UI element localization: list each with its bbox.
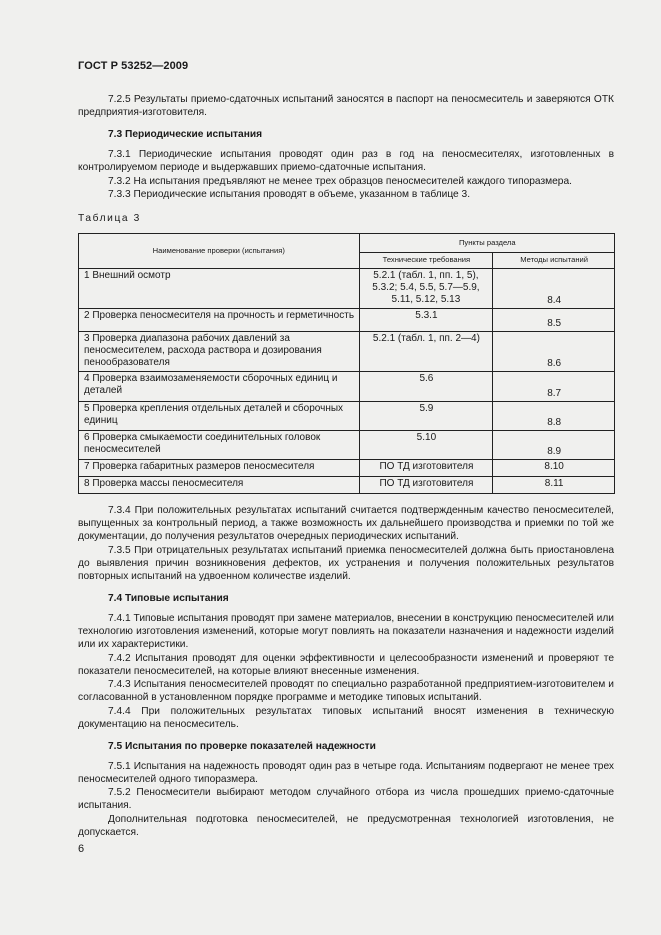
row-tech: 5.2.1 (табл. 1, пп. 1, 5), 5.3.2; 5.4, 5.5, 5.7—5.9, 5.11, 5.12, 5.13 bbox=[359, 269, 493, 309]
page-number: 6 bbox=[78, 843, 85, 855]
section-heading-7-4: 7.4 Типовые испытания bbox=[108, 593, 229, 604]
row-tech: 5.2.1 (табл. 1, пп. 2—4) bbox=[359, 332, 493, 372]
paragraph-7-4-1: 7.4.1 Типовые испытания проводят при замене материалов, внесении в конструкцию пеносмесителей или технологию изготовления изменений, которые могут повлиять на показатели назначения и надежности изделий или их характеристики. bbox=[78, 613, 614, 651]
row-method: 8.9 bbox=[493, 431, 615, 460]
row-name: 1 Внешний осмотр bbox=[79, 269, 360, 309]
table-row bbox=[79, 309, 615, 332]
row-tech: 5.9 bbox=[359, 402, 493, 431]
row-tech: 5.10 bbox=[359, 431, 493, 460]
table-row bbox=[79, 402, 615, 431]
row-method: 8.4 bbox=[493, 269, 615, 309]
row-method: 8.11 bbox=[493, 477, 615, 494]
paragraph-7-4-4: 7.4.4 При положительных результатах типовых испытаний вносят изменения в техническую документацию на пеносмеситель. bbox=[78, 706, 614, 731]
row-method: 8.5 bbox=[493, 309, 615, 332]
row-tech: ПО ТД изготовителя bbox=[359, 460, 493, 477]
row-tech: ПО ТД изготовителя bbox=[359, 477, 493, 494]
table-header-test-methods: Методы испытаний bbox=[493, 253, 615, 269]
row-name: 3 Проверка диапазона рабочих давлений за пеносмесителем, расхода раствора и дозирования пенообразователя bbox=[79, 332, 360, 372]
row-name: 5 Проверка крепления отдельных деталей и сборочных единиц bbox=[79, 402, 360, 431]
table-row bbox=[79, 332, 615, 372]
table-caption: Таблица 3 bbox=[78, 213, 141, 224]
row-name: 6 Проверка смыкаемости соединительных головок пеносмесителей bbox=[79, 431, 360, 460]
paragraph-additional-prep: Дополнительная подготовка пеносмесителей, не предусмотренная технологией изготовления, не допускается. bbox=[78, 814, 614, 839]
row-name: 4 Проверка взаимозаменяемости сборочных единиц и деталей bbox=[79, 372, 360, 402]
table-header-check-name: Наименование проверки (испытания) bbox=[79, 234, 360, 269]
table-3 bbox=[78, 233, 615, 494]
row-method: 8.10 bbox=[493, 460, 615, 477]
section-heading-7-5: 7.5 Испытания по проверке показателей надежности bbox=[108, 741, 376, 752]
row-name: 8 Проверка массы пеносмесителя bbox=[79, 477, 360, 494]
table-row bbox=[79, 477, 615, 494]
paragraph-7-4-3: 7.4.3 Испытания пеносмесителей проводят по специально разработанной предприятием-изготовителем и согласованной в установленном порядке программе и методике типовых испытаний. bbox=[78, 679, 614, 704]
paragraph-7-5-1: 7.5.1 Испытания на надежность проводят один раз в четыре года. Испытаниям подвергают не менее трех пеносмесителей одного типоразмера. bbox=[78, 761, 614, 786]
row-name: 7 Проверка габаритных размеров пеносмесителя bbox=[79, 460, 360, 477]
paragraph-7-3-5: 7.3.5 При отрицательных результатах испытаний приемка пеносмесителей должна быть приостановлена до выявления причин возникновения дефектов, их устранения и получения положительных результатов повторных испытаний на удвоенном количестве изделий. bbox=[78, 545, 614, 583]
paragraph-7-3-2: 7.3.2 На испытания предъявляют не менее трех образцов пеносмесителей каждого типоразмера. bbox=[108, 176, 572, 187]
paragraph-7-3-3: 7.3.3 Периодические испытания проводят в объеме, указанном в таблице 3. bbox=[108, 189, 471, 200]
section-heading-7-3: 7.3 Периодические испытания bbox=[108, 129, 263, 140]
row-method: 8.8 bbox=[493, 402, 615, 431]
table-row bbox=[79, 372, 615, 402]
table-header-tech-requirements: Технические требования bbox=[359, 253, 493, 269]
row-tech: 5.6 bbox=[359, 372, 493, 402]
document-header: ГОСТ Р 53252—2009 bbox=[78, 60, 189, 72]
table-row bbox=[79, 460, 615, 477]
row-name: 2 Проверка пеносмесителя на прочность и герметичность bbox=[79, 309, 360, 332]
paragraph-7-4-2: 7.4.2 Испытания проводят для оценки эффективности и целесообразности изменений и проверяют те показатели пеносмесителей, на которые влияют внесенные изменения. bbox=[78, 653, 614, 678]
table-header-section-points: Пункты раздела bbox=[359, 234, 614, 253]
row-tech: 5.3.1 bbox=[359, 309, 493, 332]
table-row bbox=[79, 431, 615, 460]
paragraph-7-5-2: 7.5.2 Пеносмесители выбирают методом случайного отбора из числа прошедших приемо-сдаточные испытания. bbox=[78, 787, 614, 812]
row-method: 8.7 bbox=[493, 372, 615, 402]
paragraph-7-3-1: 7.3.1 Периодические испытания проводят один раз в год на пеносмесителях, изготовленных в контролируемом периоде и выдержавших приемо-сдаточные испытания. bbox=[78, 149, 614, 174]
row-method: 8.6 bbox=[493, 332, 615, 372]
paragraph-7-3-4: 7.3.4 При положительных результатах испытаний считается подтвержденным качество пеносмесителей, выпущенных за контрольный период, а также возможность их дальнейшего производства и приемки по той же документации, до получения результатов очередных периодических испытаний. bbox=[78, 505, 614, 543]
paragraph-7-2-5: 7.2.5 Результаты приемо-сдаточных испытаний заносятся в паспорт на пеносмеситель и заверяются ОТК предприятия-изготовителя. bbox=[78, 94, 614, 119]
table-row bbox=[79, 269, 615, 309]
